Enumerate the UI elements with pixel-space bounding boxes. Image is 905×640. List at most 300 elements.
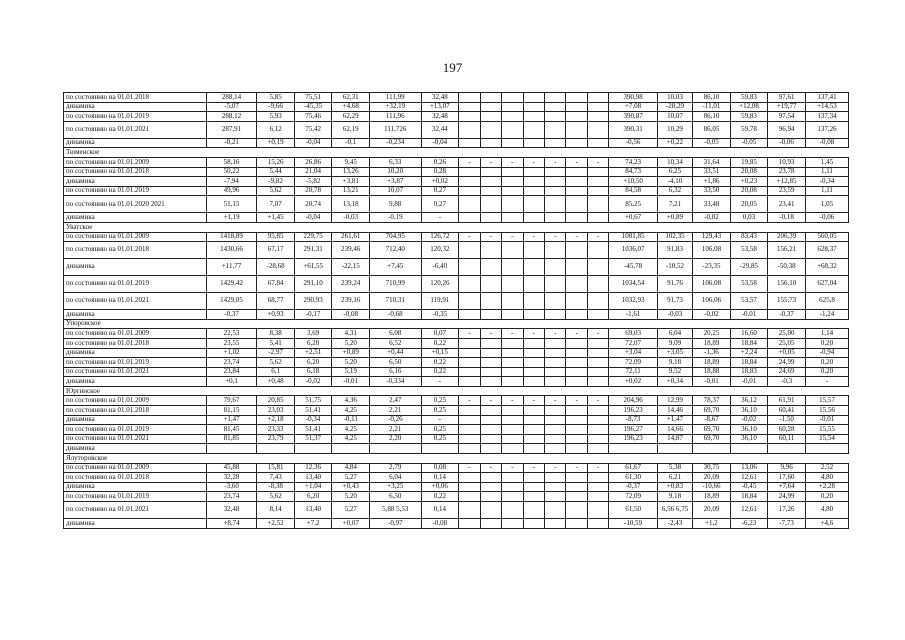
- table-cell: 627,04: [805, 276, 848, 293]
- table-cell: 6,04: [657, 329, 692, 339]
- table-cell: 120,32: [421, 242, 459, 259]
- table-cell: [502, 473, 523, 483]
- table-cell: 6,21: [657, 473, 692, 483]
- section-title: Тюменское: [64, 148, 207, 158]
- table-cell: [566, 406, 587, 416]
- table-cell: [545, 519, 566, 529]
- table-cell: 126,72: [421, 232, 459, 242]
- table-cell: [566, 177, 587, 187]
- table-cell: [545, 473, 566, 483]
- table-cell: [459, 310, 480, 320]
- table-cell: [480, 121, 501, 138]
- table-cell: 0,08: [421, 463, 459, 473]
- table-cell: -0,05: [730, 138, 768, 148]
- table-cell: [459, 293, 480, 310]
- table-cell: 32,48: [206, 502, 256, 519]
- table-cell: 31,64: [693, 157, 731, 167]
- table-cell: [523, 186, 544, 196]
- table-cell: [502, 177, 523, 187]
- table-cell: -: [566, 463, 587, 473]
- row-label: динамика: [64, 177, 207, 187]
- table-cell: -0,03: [657, 310, 692, 320]
- table-cell: 91,83: [657, 242, 692, 259]
- table-cell: -0,04: [294, 138, 332, 148]
- table-cell: 0,22: [421, 358, 459, 368]
- table-cell: [459, 406, 480, 416]
- table-cell: 7,07: [257, 196, 295, 213]
- table-cell: [502, 492, 523, 502]
- table-row: [64, 406, 849, 416]
- table-cell: -8,73: [609, 415, 657, 425]
- table-cell: 32,48: [421, 112, 459, 122]
- table-cell: -: [480, 232, 501, 242]
- table-cell: 560,05: [805, 232, 848, 242]
- table-cell: -0,02: [693, 213, 731, 223]
- table-row: [64, 329, 849, 339]
- table-cell: [480, 310, 501, 320]
- table-cell: -: [587, 329, 608, 339]
- table-cell: 196,23: [609, 406, 657, 416]
- table-cell: 6,50: [370, 492, 422, 502]
- table-cell: 23,59: [768, 186, 806, 196]
- table-cell: [480, 213, 501, 223]
- table-cell: 106,08: [693, 242, 731, 259]
- table-cell: [502, 367, 523, 377]
- table-cell: -50,38: [768, 259, 806, 276]
- table-cell: [459, 444, 480, 454]
- table-cell: 83,43: [730, 232, 768, 242]
- table-cell: [480, 492, 501, 502]
- table-cell: -1,50: [768, 415, 806, 425]
- table-cell: [523, 242, 544, 259]
- table-cell: 10,34: [657, 157, 692, 167]
- table-cell: -0,05: [693, 138, 731, 148]
- table-cell: [545, 406, 566, 416]
- table-cell: 51,75: [294, 396, 332, 406]
- table-cell: -5,82: [294, 177, 332, 187]
- table-cell: 23,41: [768, 196, 806, 213]
- table-cell: 20,25: [693, 329, 731, 339]
- table-cell: [587, 213, 608, 223]
- table-row: [64, 473, 849, 483]
- section-row: [64, 148, 849, 158]
- section-spacer: [206, 319, 848, 329]
- table-cell: -0,04: [421, 138, 459, 148]
- table-cell: -10,66: [693, 482, 731, 492]
- table-cell: -0,34: [805, 177, 848, 187]
- table-row: [64, 310, 849, 320]
- table-cell: 120,26: [421, 276, 459, 293]
- table-cell: [502, 293, 523, 310]
- table-cell: 0,25: [421, 425, 459, 435]
- table-cell: [545, 102, 566, 112]
- table-cell: 291,31: [294, 242, 332, 259]
- table-cell: [587, 482, 608, 492]
- table-cell: [566, 186, 587, 196]
- table-cell: [587, 121, 608, 138]
- table-cell: [566, 338, 587, 348]
- table-cell: [459, 138, 480, 148]
- table-cell: 12,99: [657, 396, 692, 406]
- table-cell: 23,84: [206, 367, 256, 377]
- table-cell: 23,74: [206, 492, 256, 502]
- table-cell: 6,20: [294, 358, 332, 368]
- table-cell: [566, 358, 587, 368]
- table-cell: -1,61: [609, 310, 657, 320]
- row-label: динамика: [64, 415, 207, 425]
- table-cell: 33,48: [693, 196, 731, 213]
- table-cell: -: [502, 329, 523, 339]
- table-row: [64, 121, 849, 138]
- table-cell: +4,6: [805, 519, 848, 529]
- row-label: по состоянию на 01.01.2009: [64, 232, 207, 242]
- table-cell: [459, 276, 480, 293]
- table-cell: 710,31: [370, 293, 422, 310]
- table-cell: [587, 167, 608, 177]
- table-cell: 137,34: [805, 112, 848, 122]
- table-cell: 1081,85: [609, 232, 657, 242]
- table-cell: -29,85: [730, 259, 768, 276]
- table-cell: +1,2: [693, 519, 731, 529]
- table-cell: [459, 415, 480, 425]
- table-cell: [545, 358, 566, 368]
- table-cell: 14,66: [657, 425, 692, 435]
- table-cell: [502, 338, 523, 348]
- table-cell: 0,20: [805, 367, 848, 377]
- table-cell: +12,08: [730, 102, 768, 112]
- section-title: Юргинское: [64, 386, 207, 396]
- table-cell: 79,67: [206, 396, 256, 406]
- table-cell: 2,79: [370, 463, 422, 473]
- table-cell: [502, 121, 523, 138]
- table-cell: -2,97: [257, 348, 295, 358]
- table-cell: -4,10: [657, 177, 692, 187]
- table-cell: -: [480, 329, 501, 339]
- table-cell: -0,01: [730, 310, 768, 320]
- section-spacer: [206, 222, 848, 232]
- table-cell: 5,62: [257, 492, 295, 502]
- table-cell: 72,11: [609, 367, 657, 377]
- table-cell: 0,22: [421, 492, 459, 502]
- table-cell: -: [805, 377, 848, 387]
- table-cell: +0,83: [657, 482, 692, 492]
- table-cell: [294, 444, 332, 454]
- table-cell: -6,40: [421, 259, 459, 276]
- table-cell: [480, 93, 501, 103]
- table-cell: +7,08: [609, 102, 657, 112]
- table-cell: 239,46: [332, 242, 370, 259]
- table-cell: 4,80: [805, 473, 848, 483]
- row-label: по состоянию на 01.01.2019: [64, 492, 207, 502]
- table-cell: -0,08: [805, 138, 848, 148]
- table-cell: [480, 112, 501, 122]
- table-cell: 1429,05: [206, 293, 256, 310]
- table-cell: [545, 492, 566, 502]
- table-cell: 6,20: [294, 338, 332, 348]
- table-cell: 45,88: [206, 463, 256, 473]
- table-cell: -8,38: [257, 482, 295, 492]
- table-cell: -: [587, 396, 608, 406]
- table-cell: [566, 196, 587, 213]
- table-cell: 67,84: [257, 276, 295, 293]
- table-cell: 18,88: [693, 367, 731, 377]
- table-cell: +7,45: [370, 259, 422, 276]
- table-cell: [459, 121, 480, 138]
- table-cell: 6,33: [370, 157, 422, 167]
- table-cell: +7,64: [768, 482, 806, 492]
- row-label: по состоянию на 01.01.2020 2021: [64, 196, 207, 213]
- table-cell: 0,27: [421, 186, 459, 196]
- row-label: по состоянию на 01.01.2021: [64, 434, 207, 444]
- table-cell: +12,85: [768, 177, 806, 187]
- table-cell: 0,07: [421, 329, 459, 339]
- table-cell: 17,26: [768, 502, 806, 519]
- table-cell: 91,73: [657, 293, 692, 310]
- table-cell: [459, 196, 480, 213]
- row-label: по состоянию на 01.01.2019: [64, 112, 207, 122]
- table-cell: +0,89: [657, 213, 692, 223]
- table-cell: 20,09: [693, 473, 731, 483]
- table-cell: -: [545, 396, 566, 406]
- table-cell: +19,77: [768, 102, 806, 112]
- table-cell: 5,27: [332, 473, 370, 483]
- table-cell: -: [523, 329, 544, 339]
- table-cell: [566, 377, 587, 387]
- row-label: по состоянию на 01.01.2021: [64, 121, 207, 138]
- table-cell: 97,61: [768, 93, 806, 103]
- table-cell: 106,06: [693, 293, 731, 310]
- table-cell: 156,10: [768, 276, 806, 293]
- table-cell: 13,06: [730, 463, 768, 473]
- table-cell: 32,28: [206, 473, 256, 483]
- table-cell: [545, 242, 566, 259]
- table-cell: 4,31: [332, 329, 370, 339]
- table-cell: [545, 138, 566, 148]
- table-cell: +61,55: [294, 259, 332, 276]
- table-cell: -: [480, 463, 501, 473]
- table-cell: +0,44: [370, 348, 422, 358]
- table-cell: [587, 138, 608, 148]
- table-cell: [587, 177, 608, 187]
- table-cell: 75,46: [294, 112, 332, 122]
- table-cell: 15,54: [805, 434, 848, 444]
- table-cell: [206, 444, 256, 454]
- table-cell: -: [480, 396, 501, 406]
- table-cell: [587, 358, 608, 368]
- row-label: по состоянию на 01.01.2021: [64, 367, 207, 377]
- table-cell: -0,19: [370, 213, 422, 223]
- table-cell: [459, 377, 480, 387]
- table-cell: 58,16: [206, 157, 256, 167]
- table-cell: -: [523, 463, 544, 473]
- table-cell: [566, 482, 587, 492]
- table-cell: [502, 259, 523, 276]
- table-cell: [523, 213, 544, 223]
- table-cell: +0,06: [421, 482, 459, 492]
- table-cell: -: [566, 232, 587, 242]
- table-cell: 18,84: [730, 338, 768, 348]
- table-cell: [587, 310, 608, 320]
- table-cell: 1,05: [805, 196, 848, 213]
- table-cell: [459, 186, 480, 196]
- table-row: [64, 502, 849, 519]
- row-label: по состоянию на 01.01.2018: [64, 338, 207, 348]
- table-cell: [566, 121, 587, 138]
- table-cell: 390,98: [609, 93, 657, 103]
- table-cell: [459, 242, 480, 259]
- table-cell: +1,47: [206, 415, 256, 425]
- table-cell: -0,02: [294, 377, 332, 387]
- table-cell: -10,59: [609, 519, 657, 529]
- table-cell: 23,78: [768, 167, 806, 177]
- table-cell: [545, 121, 566, 138]
- table-cell: 18,89: [693, 492, 731, 502]
- table-cell: -: [545, 463, 566, 473]
- table-cell: 12,61: [730, 502, 768, 519]
- table-cell: [480, 519, 501, 529]
- row-label: динамика: [64, 482, 207, 492]
- table-cell: -45,78: [609, 259, 657, 276]
- table-cell: 704,95: [370, 232, 422, 242]
- table-cell: 5,27: [332, 502, 370, 519]
- table-cell: 1034,54: [609, 276, 657, 293]
- table-cell: 10,03: [657, 93, 692, 103]
- table-cell: [459, 102, 480, 112]
- table-cell: [566, 213, 587, 223]
- table-cell: -0,01: [805, 415, 848, 425]
- table-cell: 129,43: [693, 232, 731, 242]
- table-cell: -0,34: [294, 415, 332, 425]
- table-cell: 2,47: [370, 396, 422, 406]
- table-cell: [502, 519, 523, 529]
- table-cell: 0,26: [421, 157, 459, 167]
- table-cell: -0,03: [332, 213, 370, 223]
- table-row: [64, 367, 849, 377]
- table-row: [64, 186, 849, 196]
- table-cell: 20,09: [693, 502, 731, 519]
- section-title: Уватское: [64, 222, 207, 232]
- table-cell: [587, 293, 608, 310]
- table-cell: 9,09: [657, 338, 692, 348]
- section-row: [64, 222, 849, 232]
- table-cell: [459, 425, 480, 435]
- table-cell: [459, 93, 480, 103]
- table-cell: 0,25: [421, 406, 459, 416]
- table-cell: 5,38: [657, 463, 692, 473]
- table-cell: [523, 434, 544, 444]
- table-cell: [523, 259, 544, 276]
- table-cell: 196,23: [609, 434, 657, 444]
- table-row: [64, 338, 849, 348]
- table-cell: 18,89: [693, 358, 731, 368]
- table-cell: [370, 444, 422, 454]
- table-cell: 4,25: [332, 406, 370, 416]
- table-row: [64, 232, 849, 242]
- table-cell: -: [523, 157, 544, 167]
- table-cell: [332, 444, 370, 454]
- table-cell: +0,02: [421, 177, 459, 187]
- row-label: по состоянию на 01.01.2019: [64, 276, 207, 293]
- table-cell: 21,04: [294, 167, 332, 177]
- table-cell: [587, 259, 608, 276]
- row-label: динамика: [64, 444, 207, 454]
- table-cell: -0,01: [730, 377, 768, 387]
- row-label: динамика: [64, 348, 207, 358]
- table-cell: 62,19: [332, 121, 370, 138]
- table-cell: +2,24: [730, 348, 768, 358]
- table-cell: 15,55: [805, 425, 848, 435]
- table-cell: 13,18: [332, 196, 370, 213]
- table-cell: 13,21: [332, 186, 370, 196]
- table-cell: [587, 242, 608, 259]
- table-cell: [566, 348, 587, 358]
- table-cell: [502, 186, 523, 196]
- table-cell: 60,28: [768, 425, 806, 435]
- table-cell: [545, 348, 566, 358]
- table-cell: 8,38: [257, 329, 295, 339]
- table-cell: [480, 434, 501, 444]
- table-cell: 15,57: [805, 396, 848, 406]
- table-cell: 196,27: [609, 425, 657, 435]
- table-cell: -: [502, 232, 523, 242]
- table-cell: 291,10: [294, 276, 332, 293]
- row-label: по состоянию на 01.01.2019: [64, 358, 207, 368]
- table-cell: +1,45: [257, 213, 295, 223]
- section-spacer: [206, 148, 848, 158]
- table-cell: 32,48: [421, 93, 459, 103]
- table-cell: [566, 102, 587, 112]
- table-cell: +2,52: [257, 519, 295, 529]
- section-title: Ялуторовское: [64, 454, 207, 464]
- table-cell: [545, 112, 566, 122]
- table-cell: -0,06: [805, 213, 848, 223]
- table-cell: 30,75: [693, 463, 731, 473]
- table-cell: 119,91: [421, 293, 459, 310]
- table-cell: [587, 186, 608, 196]
- table-cell: [587, 196, 608, 213]
- table-cell: [459, 502, 480, 519]
- table-cell: 1418,89: [206, 232, 256, 242]
- table-cell: 69,03: [609, 329, 657, 339]
- table-cell: 6,20: [294, 492, 332, 502]
- table-cell: [480, 377, 501, 387]
- table-cell: +2,18: [257, 415, 295, 425]
- table-cell: 204,96: [609, 396, 657, 406]
- table-cell: -: [523, 232, 544, 242]
- table-cell: -0,3: [768, 377, 806, 387]
- table-cell: 23,55: [206, 338, 256, 348]
- table-cell: [459, 482, 480, 492]
- table-cell: 36,10: [730, 425, 768, 435]
- row-label: динамика: [64, 377, 207, 387]
- table-cell: [523, 358, 544, 368]
- table-cell: 61,91: [768, 396, 806, 406]
- table-cell: 75,42: [294, 121, 332, 138]
- table-cell: [523, 482, 544, 492]
- table-cell: [480, 338, 501, 348]
- table-cell: 69,70: [693, 434, 731, 444]
- table-cell: 9,52: [657, 367, 692, 377]
- table-cell: 6,25: [657, 167, 692, 177]
- table-cell: -7,94: [206, 177, 256, 187]
- table-cell: 0,14: [421, 502, 459, 519]
- table-cell: 111,96: [370, 112, 422, 122]
- table-cell: -0,02: [730, 415, 768, 425]
- table-cell: 6,56 6,75: [657, 502, 692, 519]
- table-cell: -: [421, 415, 459, 425]
- table-cell: 23,74: [206, 358, 256, 368]
- table-cell: 25,00: [768, 329, 806, 339]
